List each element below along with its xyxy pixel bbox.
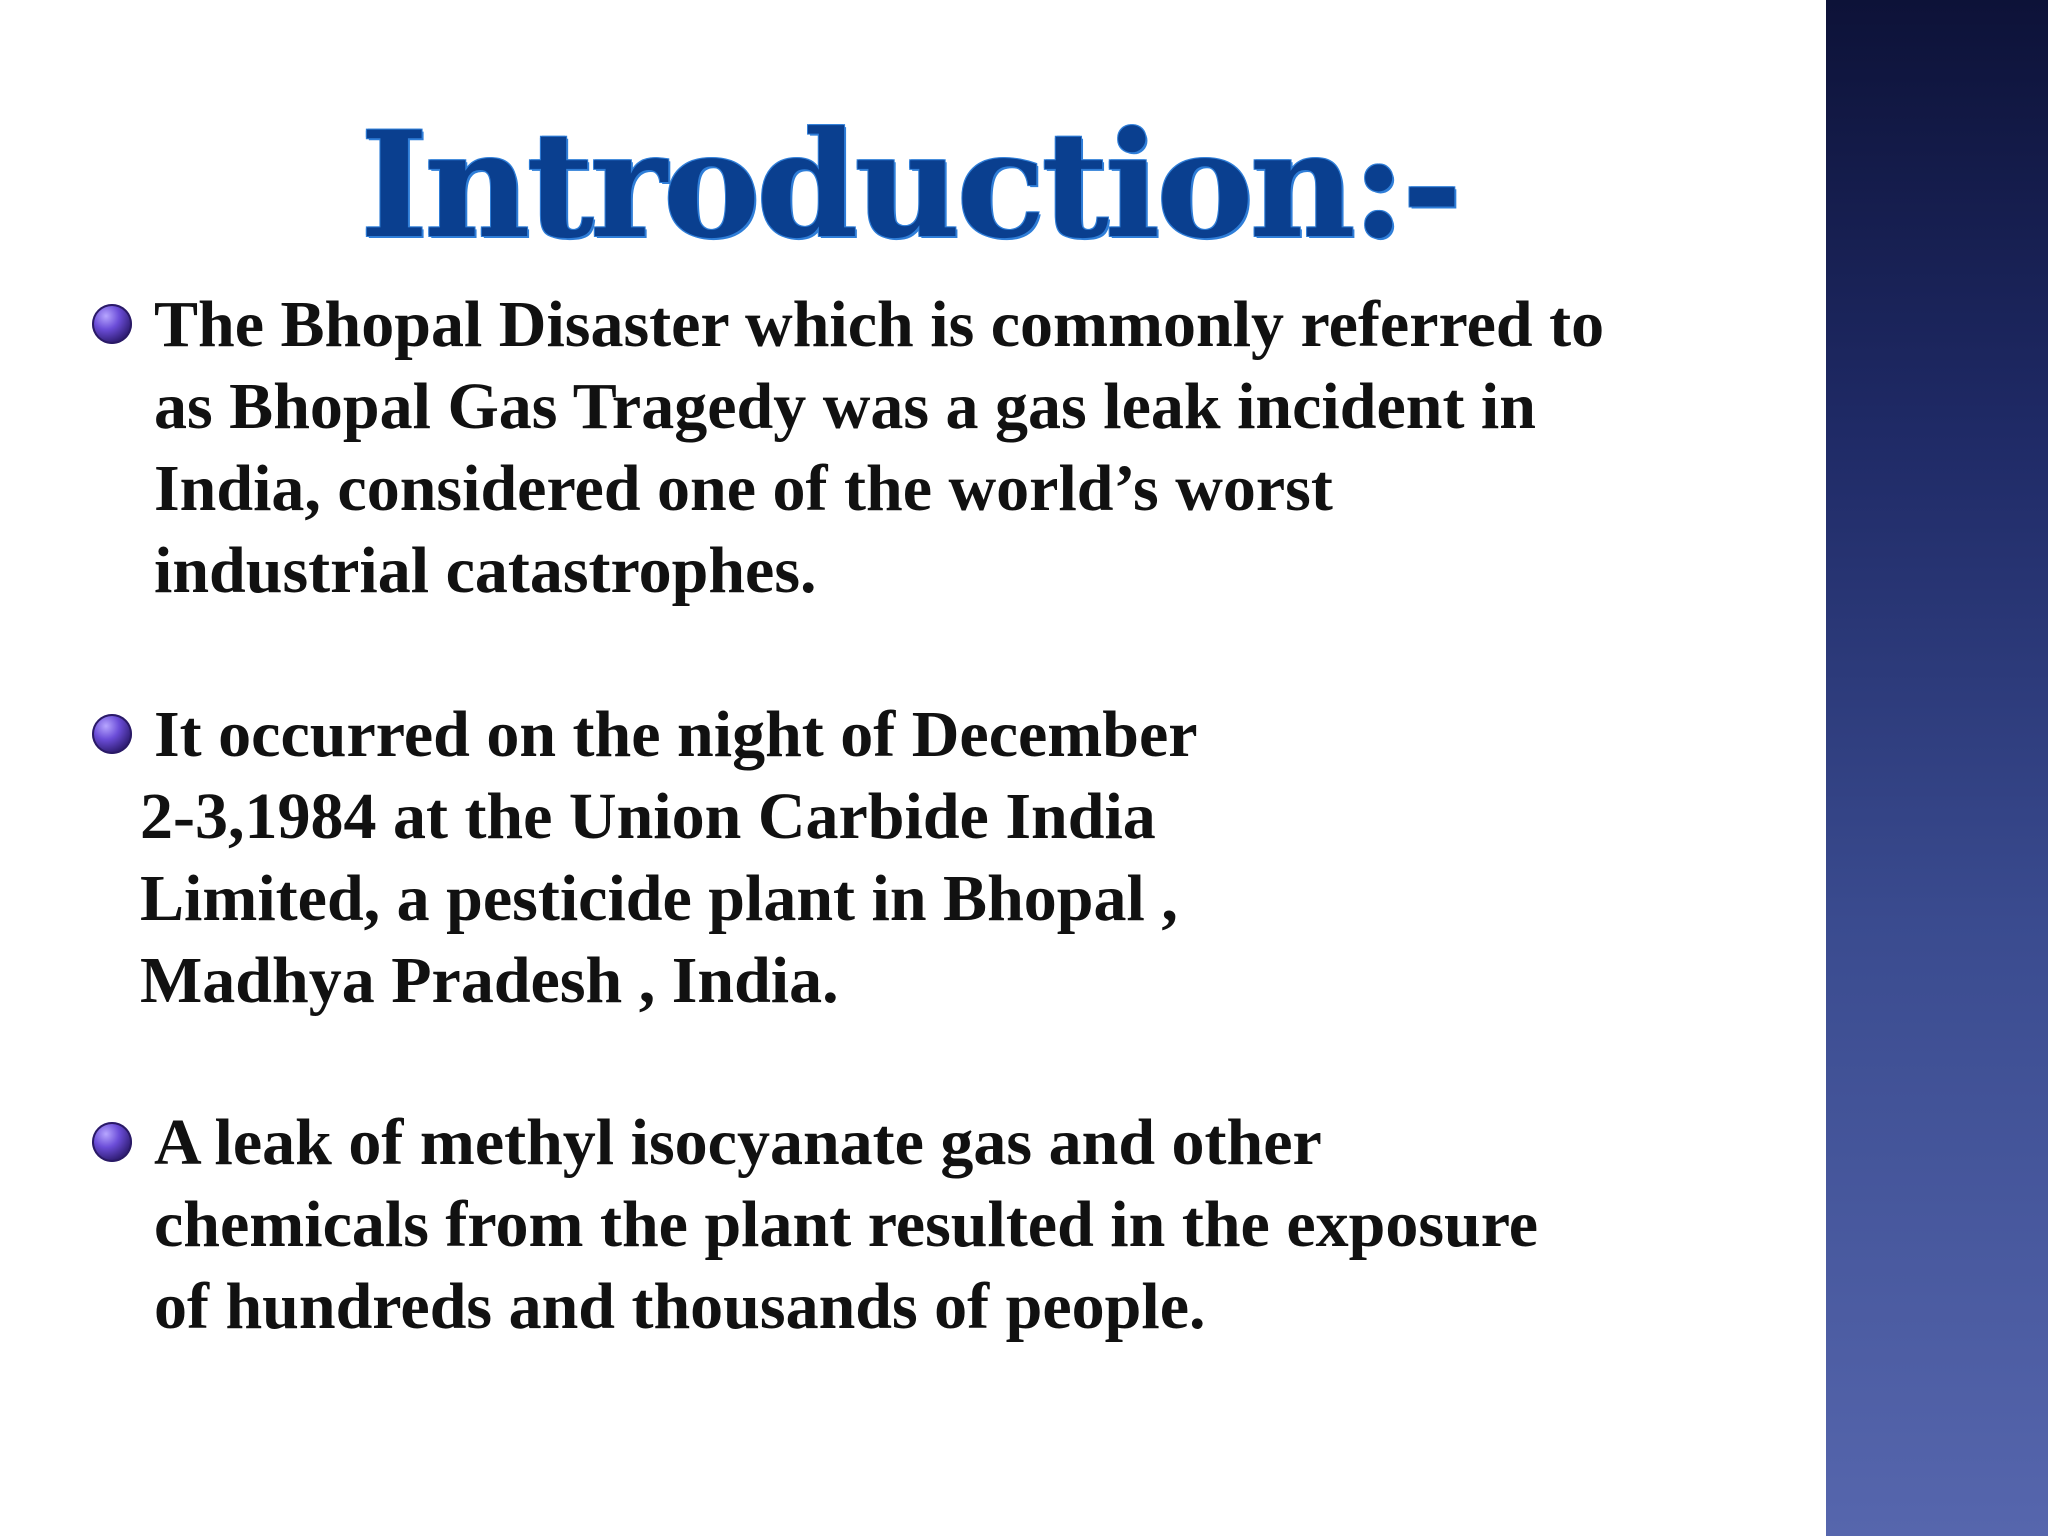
bullet-text-3 bbox=[154, 1102, 1538, 1348]
bullet-1-line-3: India, considered one of the world’s worst bbox=[154, 452, 1333, 525]
purple-sphere-bullet-icon bbox=[92, 1122, 132, 1162]
bullet-2-line-4: Madhya Pradesh , India. bbox=[140, 944, 839, 1017]
purple-sphere-bullet-icon bbox=[92, 714, 132, 754]
purple-sphere-bullet-icon bbox=[92, 304, 132, 344]
bullet-3-line-2: chemicals from the plant resulted in the exposure bbox=[154, 1188, 1539, 1261]
bullet-2-line-3: Limited, a pesticide plant in Bhopal , bbox=[140, 862, 1178, 935]
bullet-3-line-3: of hundreds and thousands of people. bbox=[154, 1270, 1206, 1343]
bullet-text-2 bbox=[154, 694, 1198, 776]
slide-title: Introduction:- bbox=[360, 100, 1459, 271]
bullet-1-line-4: industrial catastrophes. bbox=[154, 534, 817, 607]
bullet-text-2-continued bbox=[140, 776, 1178, 1022]
bullet-2-line-1: It occurred on the night of December bbox=[154, 698, 1198, 771]
bullet-3-line-1: A leak of methyl isocyanate gas and other bbox=[154, 1106, 1322, 1179]
bullet-1-line-1: The Bhopal Disaster which is commonly referred to bbox=[154, 288, 1605, 361]
bullet-1-line-2: as Bhopal Gas Tragedy was a gas leak incident in bbox=[154, 370, 1536, 443]
bullet-2-line-2: 2-3,1984 at the Union Carbide India bbox=[140, 780, 1156, 853]
bullet-text-1 bbox=[154, 284, 1604, 612]
slide-side-panel bbox=[1826, 0, 2048, 1536]
